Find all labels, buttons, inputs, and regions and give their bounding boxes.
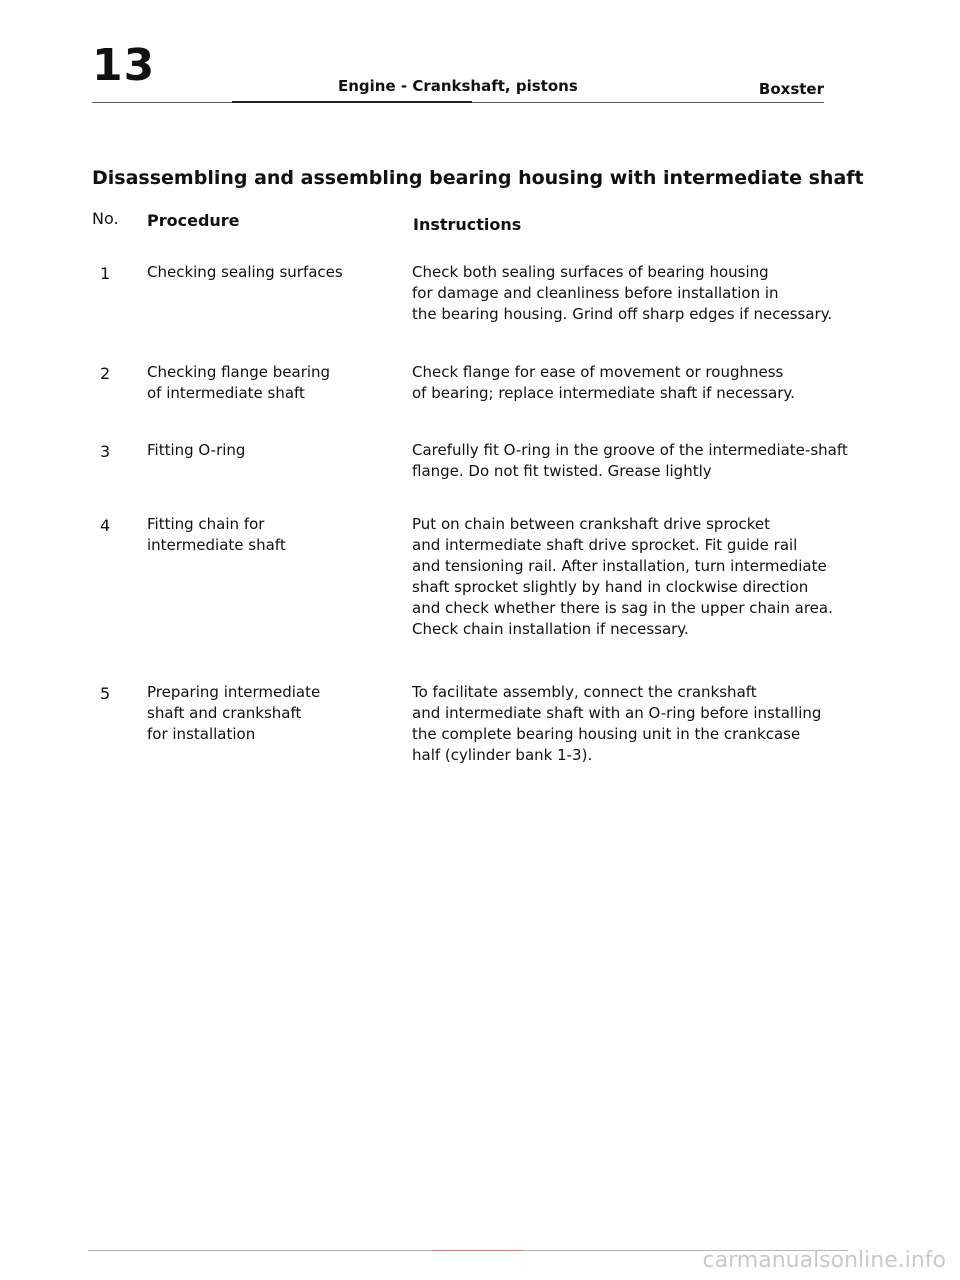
- column-header-no: No.: [92, 209, 119, 228]
- instruction-line: for damage and cleanliness before installation in: [412, 284, 779, 302]
- footer-divider-accent: [432, 1250, 522, 1251]
- instruction-line: flange. Do not fit twisted. Grease lightly: [412, 462, 712, 480]
- instruction-line: of bearing; replace intermediate shaft if necessary.: [412, 384, 795, 402]
- header-title: Engine - Crankshaft, pistons: [338, 77, 578, 95]
- instruction-line: Carefully fit O-ring in the groove of the intermediate-shaft: [412, 441, 848, 459]
- instruction-line: Check flange for ease of movement or roughness: [412, 363, 784, 381]
- row-number: 1: [100, 264, 111, 283]
- instruction-line: and intermediate shaft with an O-ring before installing: [412, 704, 822, 722]
- procedure-line: Fitting chain for: [147, 515, 265, 533]
- instruction-line: and tensioning rail. After installation, turn intermediate: [412, 557, 827, 575]
- row-number: 3: [100, 442, 111, 461]
- procedure-line: Checking flange bearing: [147, 363, 331, 381]
- instruction-line: Put on chain between crankshaft drive sprocket: [412, 515, 770, 533]
- row-number: 2: [100, 364, 111, 383]
- instruction-text: [412, 262, 833, 325]
- procedure-line: Fitting O-ring: [147, 441, 246, 459]
- section-title: Disassembling and assembling bearing housing with intermediate shaft: [92, 167, 864, 189]
- instruction-text: [412, 514, 833, 640]
- instruction-text: [412, 440, 848, 482]
- instruction-text: [412, 362, 812, 404]
- column-header-procedure: Procedure: [147, 211, 240, 230]
- watermark: carmanualsonline.info: [702, 1248, 946, 1273]
- procedure-line: of intermediate shaft: [147, 384, 305, 402]
- procedure-text: [147, 362, 377, 404]
- procedure-text: [147, 682, 377, 745]
- procedure-line: for installation: [147, 725, 256, 743]
- instruction-text: [412, 682, 822, 766]
- instruction-line: shaft sprocket slightly by hand in clockwise direction: [412, 578, 809, 596]
- instruction-line: To facilitate assembly, connect the crankshaft: [412, 683, 757, 701]
- procedure-text: [147, 262, 377, 283]
- instruction-line: the complete bearing housing unit in the crankcase: [412, 725, 801, 743]
- instruction-line: Check both sealing surfaces of bearing housing: [412, 263, 769, 281]
- procedure-line: Checking sealing surfaces: [147, 263, 343, 281]
- row-number: 5: [100, 684, 111, 703]
- row-number: 4: [100, 516, 111, 535]
- instruction-line: Check chain installation if necessary.: [412, 620, 689, 638]
- procedure-text: [147, 440, 377, 461]
- instruction-line: and intermediate shaft drive sprocket. Fit guide rail: [412, 536, 798, 554]
- header-model: Boxster: [758, 80, 824, 98]
- procedure-text: [147, 514, 377, 556]
- procedure-line: Preparing intermediate: [147, 683, 321, 701]
- instruction-line: and check whether there is sag in the upper chain area.: [412, 599, 833, 617]
- procedure-line: intermediate shaft: [147, 536, 286, 554]
- column-header-instructions: Instructions: [413, 215, 522, 234]
- instruction-line: half (cylinder bank 1-3).: [412, 746, 593, 764]
- procedure-line: shaft and crankshaft: [147, 704, 302, 722]
- header-divider-accent: [232, 101, 472, 103]
- instruction-line: the bearing housing. Grind off sharp edges if necessary.: [412, 305, 833, 323]
- page-number: 13: [92, 40, 156, 91]
